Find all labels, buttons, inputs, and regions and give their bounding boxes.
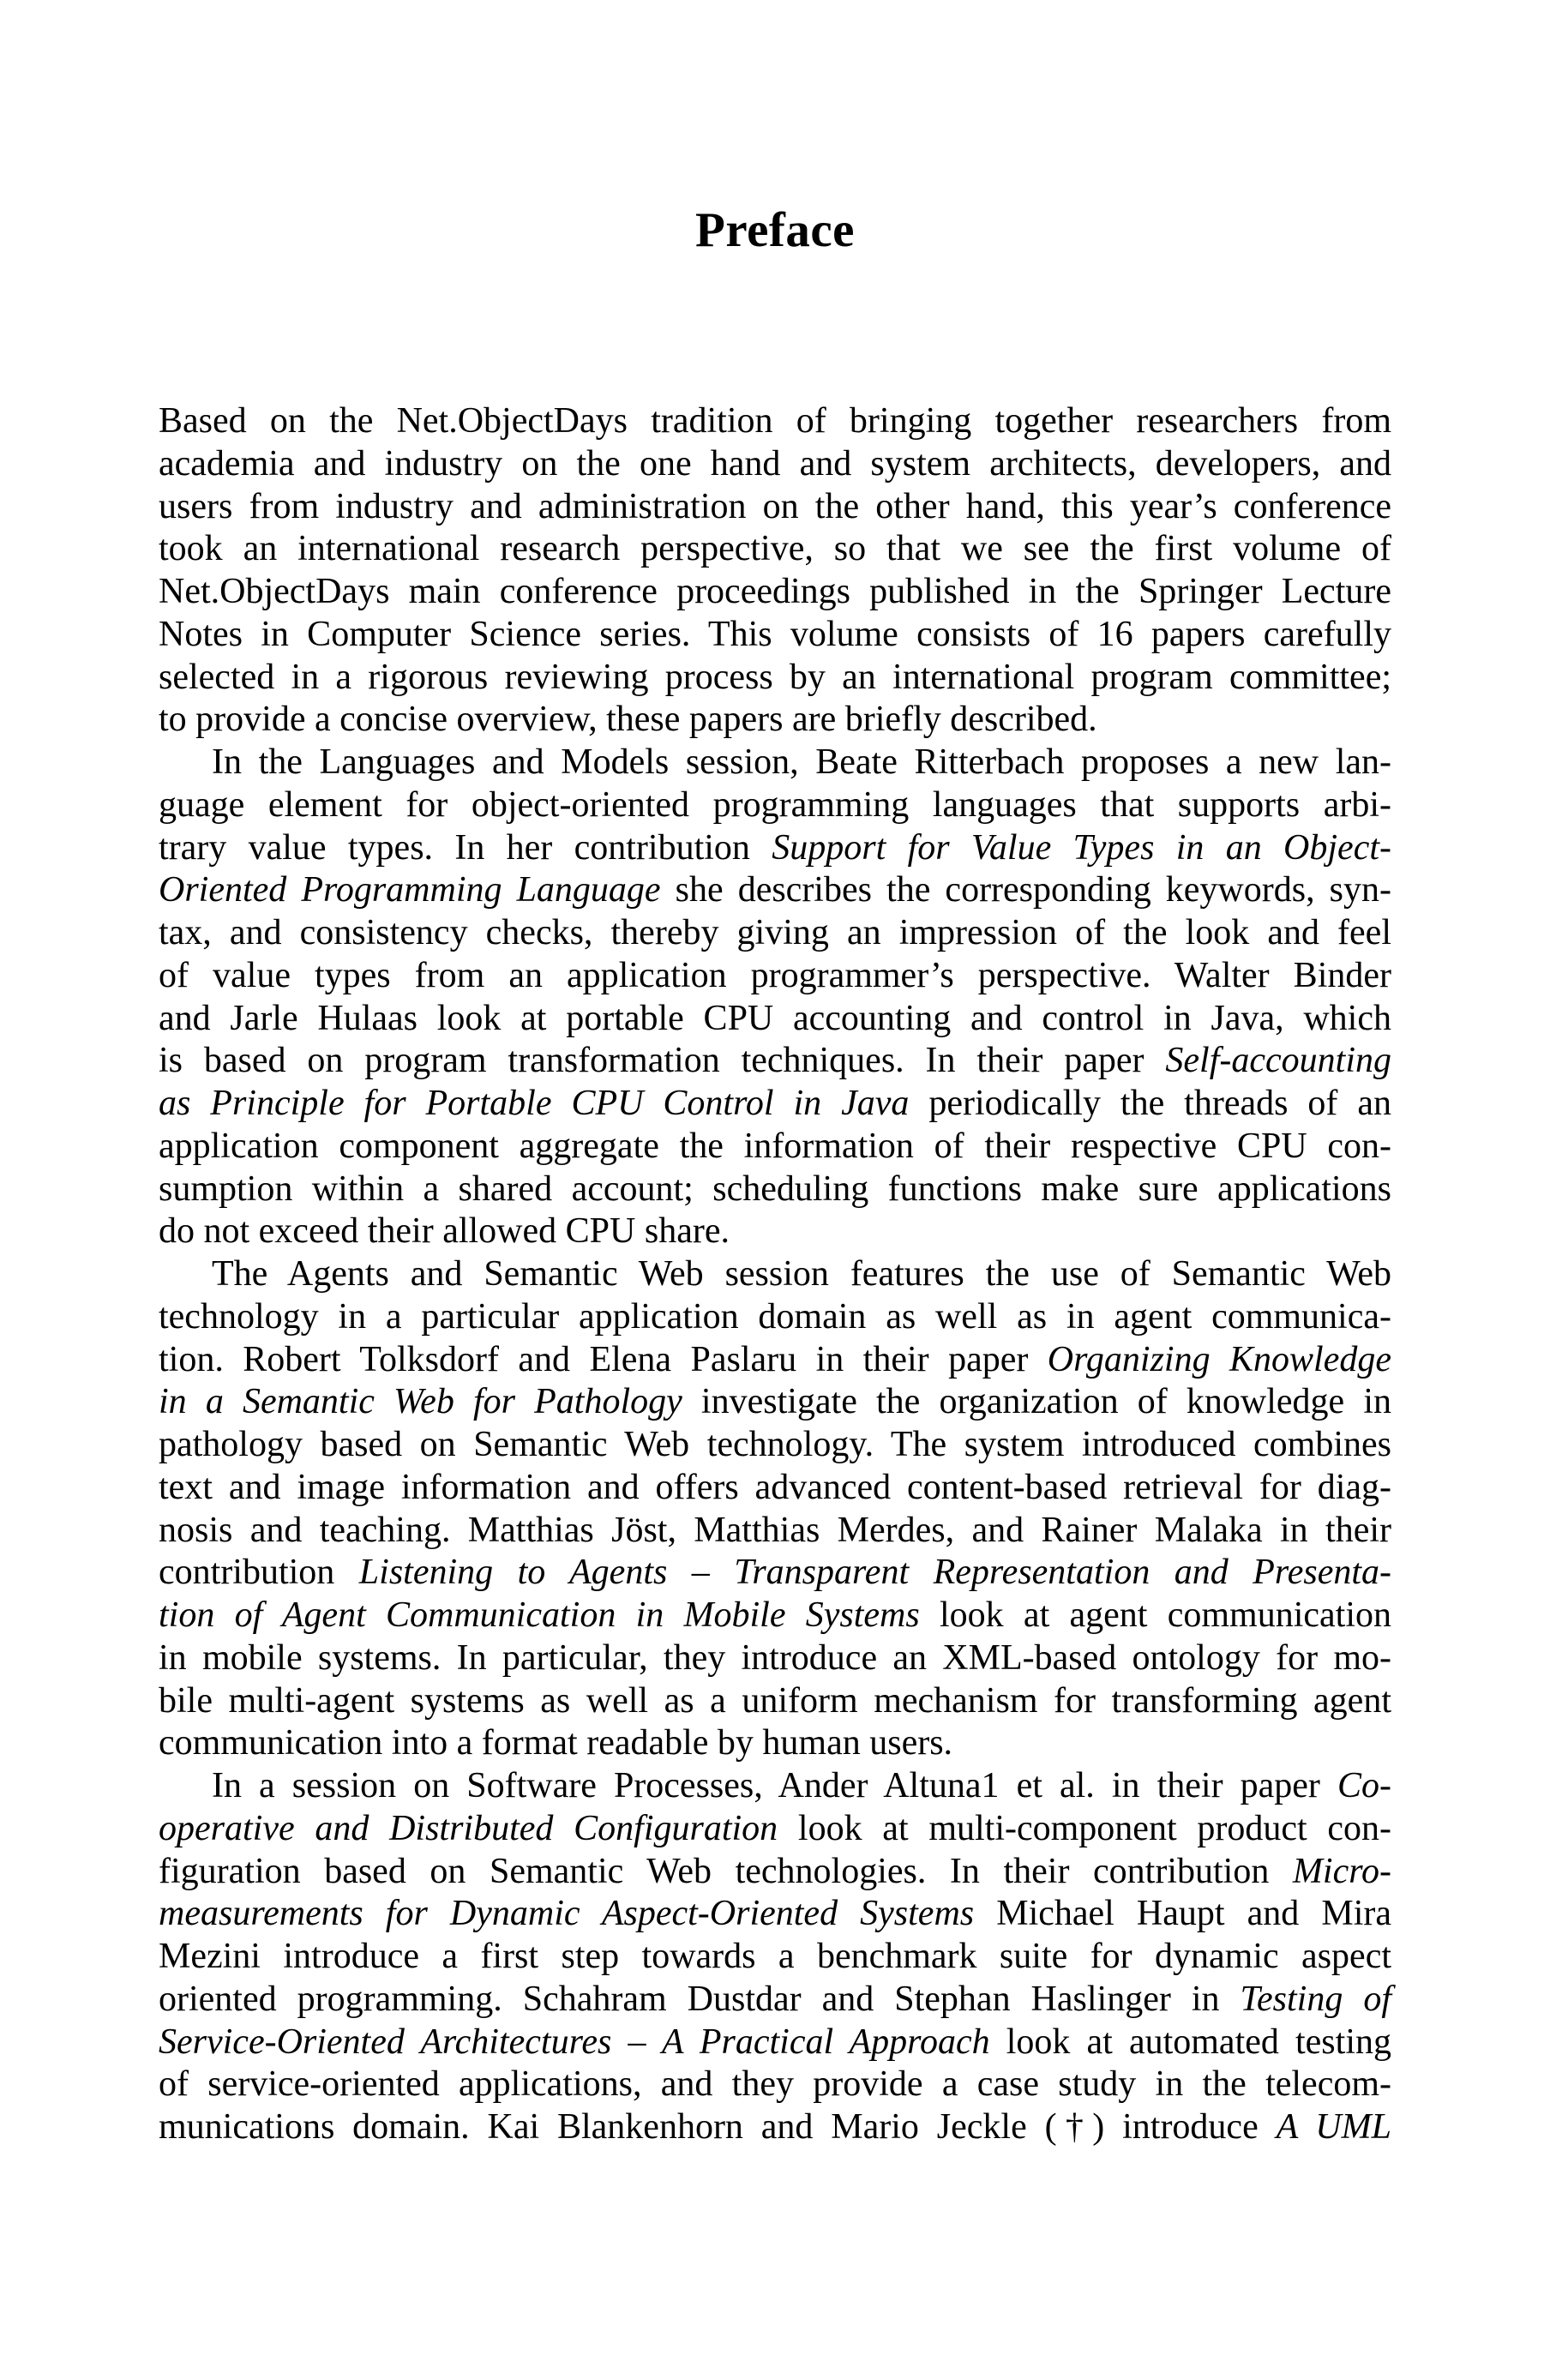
body-text-segment: Net.ObjectDays main conference proceedings published in the Springer Lecture bbox=[159, 572, 1391, 611]
text-line bbox=[159, 614, 1391, 657]
text-line bbox=[159, 486, 1391, 529]
text-line bbox=[159, 1979, 1391, 2022]
body-text-segment: figuration based on Semantic Web technologies. In their contribution bbox=[159, 1851, 1293, 1891]
body-text-segment: to provide a concise overview, these papers are briefly described. bbox=[159, 700, 1097, 740]
text-line bbox=[159, 998, 1391, 1041]
paragraph bbox=[159, 742, 1391, 1253]
body-text-segment: Mezini introduce a first step towards a benchmark suite for dynamic aspect bbox=[159, 1937, 1391, 1976]
text-line bbox=[159, 2022, 1391, 2064]
text-line bbox=[159, 657, 1391, 700]
text-line bbox=[159, 571, 1391, 614]
body-text-segment: look at agent communication bbox=[919, 1595, 1391, 1635]
body-text-segment: bile multi-agent systems as well as a uniform mechanism for transforming agent bbox=[159, 1680, 1391, 1721]
text-line bbox=[159, 1296, 1391, 1339]
body-text-segment: look at multi-component product con- bbox=[778, 1808, 1392, 1848]
body-text-segment: sumption within a shared account; scheduling functions make sure applications bbox=[159, 1168, 1391, 1209]
body-text-segment: of service-oriented applications, and they provide a case study in the telecom- bbox=[159, 2064, 1391, 2105]
body-text-segment: and Jarle Hulaas look at portable CPU accounting and control in Java, which bbox=[159, 998, 1391, 1038]
body-text-segment: selected in a rigorous reviewing process by an international program committee; bbox=[159, 657, 1391, 697]
text-line bbox=[159, 1552, 1391, 1595]
page-title: Preface bbox=[695, 203, 855, 257]
body-text-segment: periodically the threads of an bbox=[909, 1084, 1392, 1123]
text-line bbox=[159, 1893, 1391, 1936]
text-line bbox=[159, 1680, 1391, 1723]
italic-title-text: Testing of bbox=[1240, 1979, 1392, 2019]
italic-title-text: Listening to Agents – Transparent Representation and Presenta- bbox=[358, 1553, 1392, 1593]
body-text-segment: text and image information and offers advanced content-based retrieval for diag- bbox=[159, 1467, 1391, 1507]
body-text-segment: In the Languages and Models session, Beate Ritterbach proposes a new lan- bbox=[212, 742, 1391, 782]
italic-title-text: as Principle for Portable CPU Control in Java bbox=[159, 1084, 910, 1123]
text-line bbox=[159, 1467, 1391, 1510]
text-line bbox=[159, 784, 1391, 827]
text-line bbox=[159, 528, 1391, 571]
text-line bbox=[159, 827, 1391, 870]
body-text-segment: she describes the corresponding keywords, syn- bbox=[660, 870, 1391, 910]
text-line bbox=[159, 699, 1391, 742]
text-line bbox=[159, 400, 1391, 443]
body-text-segment: investigate the organization of knowledge in bbox=[682, 1382, 1392, 1422]
body-text-segment: of value types from an application programmer’s perspective. Walter Binder bbox=[159, 955, 1391, 995]
body-text-segment: oriented programming. Schahram Dustdar and Stephan Haslinger in bbox=[159, 1979, 1241, 2019]
body-text-segment: in mobile systems. In particular, they introduce an XML-based ontology for mo- bbox=[159, 1637, 1391, 1678]
text-line bbox=[159, 2106, 1391, 2149]
text-line bbox=[159, 869, 1391, 912]
body-text-segment: The Agents and Semantic Web session features the use of Semantic Web bbox=[212, 1254, 1391, 1294]
italic-title-text: measurements for Dynamic Aspect-Oriented Systems bbox=[159, 1894, 975, 1934]
paragraph bbox=[159, 400, 1391, 742]
text-line bbox=[159, 1722, 1391, 1765]
body-text-segment: tion. Robert Tolksdorf and Elena Paslaru in their paper bbox=[159, 1339, 1048, 1379]
body-text-segment: guage element for object-oriented programming languages that supports arbi- bbox=[159, 784, 1391, 825]
italic-title-text: in a Semantic Web for Pathology bbox=[159, 1382, 682, 1422]
body-text-segment: Notes in Computer Science series. This volume consists of 16 papers carefully bbox=[159, 614, 1391, 654]
body-text-segment: contribution bbox=[159, 1553, 359, 1593]
body-text-segment: look at automated testing bbox=[989, 2022, 1391, 2062]
italic-title-text: A UML bbox=[1276, 2107, 1391, 2147]
body-text-segment: took an international research perspective, so that we see the first volume of bbox=[159, 529, 1391, 569]
text-line bbox=[159, 1637, 1391, 1680]
body-text-segment: pathology based on Semantic Web technology. The system introduced combines bbox=[159, 1425, 1391, 1464]
body-text-segment: Based on the Net.ObjectDays tradition of bringing together researchers from bbox=[159, 401, 1391, 441]
text-line bbox=[159, 1211, 1391, 1253]
preface-body bbox=[159, 400, 1391, 2149]
italic-title-text: Oriented Programming Language bbox=[159, 870, 661, 910]
text-line bbox=[159, 1808, 1391, 1851]
body-text-segment: nosis and teaching. Matthias Jöst, Matthias Merdes, and Rainer Malaka in their bbox=[159, 1510, 1391, 1550]
body-text-segment: is based on program transformation techniques. In their paper bbox=[159, 1041, 1166, 1081]
text-line bbox=[159, 1381, 1391, 1424]
body-text-segment: In a session on Software Processes, Ander Altuna1 et al. in their paper bbox=[212, 1766, 1337, 1805]
text-line bbox=[159, 2064, 1391, 2106]
body-text-segment: tax, and consistency checks, thereby giving an impression of the look and feel bbox=[159, 913, 1391, 952]
body-text-segment: trary value types. In her contribution bbox=[159, 827, 772, 868]
paragraph bbox=[159, 1765, 1391, 2149]
text-line bbox=[159, 1083, 1391, 1126]
text-line bbox=[159, 1168, 1391, 1211]
text-line bbox=[159, 1253, 1391, 1296]
italic-title-text: operative and Distributed Configuration bbox=[159, 1808, 778, 1848]
body-text-segment: munications domain. Kai Blankenhorn and Mario Jeckle (†) introduce bbox=[159, 2107, 1277, 2147]
body-text-segment: academia and industry on the one hand and system architects, developers, and bbox=[159, 443, 1391, 484]
text-line bbox=[159, 912, 1391, 955]
text-line bbox=[159, 1851, 1391, 1894]
italic-title-text: Support for Value Types in an Object- bbox=[772, 827, 1391, 868]
body-text-segment: technology in a particular application domain as well as in agent communica- bbox=[159, 1296, 1391, 1337]
text-line bbox=[159, 1510, 1391, 1553]
text-line bbox=[159, 742, 1391, 784]
text-line bbox=[159, 1126, 1391, 1168]
body-text-segment: application component aggregate the information of their respective CPU con- bbox=[159, 1126, 1391, 1166]
text-line bbox=[159, 955, 1391, 998]
body-text-segment: do not exceed their allowed CPU share. bbox=[159, 1211, 730, 1252]
italic-title-text: Organizing Knowledge bbox=[1047, 1339, 1391, 1379]
body-text-segment: users from industry and administration on the other hand, this year’s conference bbox=[159, 486, 1391, 526]
text-line bbox=[159, 1040, 1391, 1083]
italic-title-text: tion of Agent Communication in Mobile Systems bbox=[159, 1595, 920, 1635]
text-line bbox=[159, 1765, 1391, 1808]
italic-title-text: Co- bbox=[1337, 1766, 1391, 1805]
paragraph bbox=[159, 1253, 1391, 1765]
body-text-segment: Michael Haupt and Mira bbox=[974, 1894, 1391, 1934]
text-line bbox=[159, 1936, 1391, 1979]
italic-title-text: Micro- bbox=[1292, 1851, 1391, 1891]
text-line bbox=[159, 1595, 1391, 1637]
italic-title-text: Service-Oriented Architectures – A Practical Approach bbox=[159, 2022, 990, 2062]
body-text-segment: communication into a format readable by human users. bbox=[159, 1723, 953, 1763]
text-line bbox=[159, 1339, 1391, 1382]
text-line bbox=[159, 443, 1391, 486]
italic-title-text: Self-accounting bbox=[1165, 1041, 1391, 1081]
text-line bbox=[159, 1424, 1391, 1467]
